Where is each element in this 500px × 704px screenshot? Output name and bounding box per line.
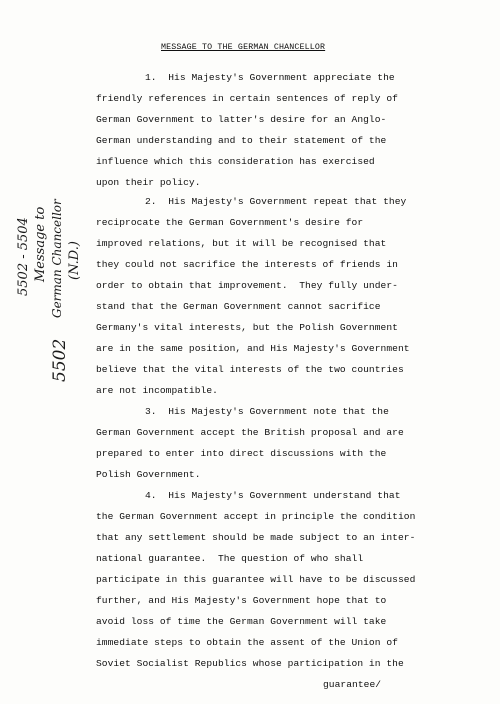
text-line: German Government to latter's desire for an Anglo- [96, 114, 387, 125]
text-line: German understanding and to their statement of the [96, 135, 387, 146]
text-line: 1. His Majesty's Government appreciate the [145, 72, 395, 83]
margin-page-number: 5502 [50, 338, 70, 382]
margin-note-nd: (N.D.) [67, 241, 82, 280]
margin-note-german-chancellor: German Chancellor [50, 199, 64, 318]
text-line: 4. His Majesty's Government understand that [145, 490, 401, 501]
text-line: national guarantee. The question of who shall [96, 553, 364, 564]
text-line: guarantee/ [323, 679, 382, 690]
text-line: upon their policy. [96, 177, 201, 188]
text-line: believe that the vital interests of the two countries [96, 364, 404, 375]
margin-note-reference: 5502 - 5504 [16, 217, 31, 296]
text-line: stand that the German Government cannot sacrifice [96, 301, 381, 312]
text-line: avoid loss of time the German Government will take [96, 616, 387, 627]
text-line: prepared to enter into direct discussions with the [96, 448, 387, 459]
text-line: 3. His Majesty's Government note that the [145, 406, 389, 417]
text-line: the German Government accept in principle the condition [96, 511, 416, 522]
text-line: they could not sacrifice the interests of friends in [96, 259, 398, 270]
text-line: order to obtain that improvement. They fully under- [96, 280, 398, 291]
margin-note-message-to: Message to [33, 206, 48, 282]
text-line: Germany's vital interests, but the Polish Government [96, 322, 398, 333]
text-line: Polish Government. [96, 469, 201, 480]
text-line: reciprocate the German Government's desire for [96, 217, 364, 228]
text-line: that any settlement should be made subject to an inter- [96, 532, 416, 543]
text-line: further, and His Majesty's Government hope that to [96, 595, 387, 606]
text-line: 2. His Majesty's Government repeat that they [145, 196, 407, 207]
document-title: MESSAGE TO THE GERMAN CHANCELLOR [161, 43, 326, 52]
text-line: are not incompatible. [96, 385, 218, 396]
text-line: participate in this guarantee will have to be discussed [96, 574, 416, 585]
text-line: are in the same position, and His Majesty's Government [96, 343, 410, 354]
text-line: improved relations, but it will be recognised that [96, 238, 387, 249]
text-line: friendly references in certain sentences of reply of [96, 93, 398, 104]
text-line: German Government accept the British proposal and are [96, 427, 404, 438]
text-line: Soviet Socialist Republics whose participation in the [96, 658, 404, 669]
text-line: immediate steps to obtain the assent of the Union of [96, 637, 398, 648]
text-line: influence which this consideration has exercised [96, 156, 375, 167]
